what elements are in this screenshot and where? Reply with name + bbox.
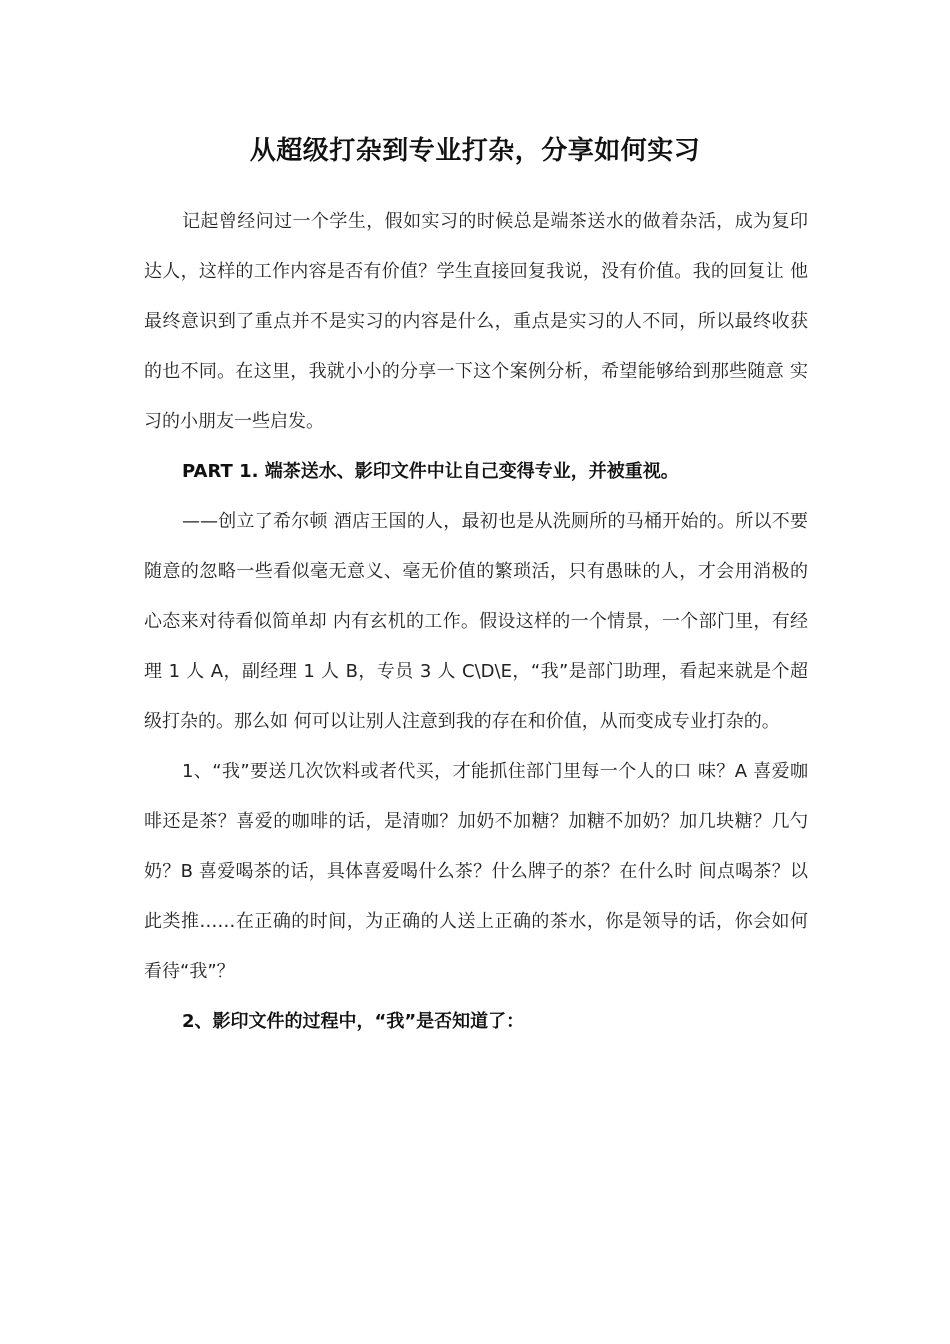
document-title: 从超级打杂到专业打杂，分享如何实习 xyxy=(249,136,701,166)
intro-paragraph: 记起曾经问过一个学生，假如实习的时候总是端茶送水的做着杂活，成为复印达人，这样的工作内容是否有价值？学生直接回复我说，没有价值。我的回复让 他最终意识到了重点并不是实习的内容是什么，重点是实习的人不同，所以最终收获的也不同。在这里，我就小小的分享一下这个案例分析，希望能够给到那些随意 实习的小朋友一些启发。 xyxy=(144,211,808,432)
document-body xyxy=(144,197,808,1047)
hilton-paragraph: ——创立了希尔顿 酒店王国的人，最初也是从洗厕所的马桶开始的。所以不要随意的忽略一些看似毫无意义、毫无价值的繁琐活，只有愚昧的人，才会用消极的心态来对待看似简单却 内有玄机的工作。假设这样的一个情景，一个部门里，有经理 1 人 A，副经理 1 人 B，专员 3 人 C\D\E，“我”是部门助理，看起来就是个超级打杂的。那么如 何可以让别人注意到我的存在和价值，从而变成专业打杂的。 xyxy=(144,511,808,732)
section-heading-part-1: PART 1. 端茶送水、影印文件中让自己变得专业，并被重视。 xyxy=(182,461,679,482)
list-item-1: 1、“我”要送几次饮料或者代买，才能抓住部门里每一个人的口 味？A 喜爱咖啡还是茶？喜爱的咖啡的话，是清咖？加奶不加糖？加糖不加奶？加几块糖？几勺奶？B 喜爱喝茶的话，具体喜爱喝什么茶？什么牌子的茶？在什么时 间点喝茶？以此类推……在正确的时间，为正确的人送上正确的茶水，你是领导的话，你会如何看待“我”？ xyxy=(144,761,808,982)
list-item-2-heading: 2、影印文件的过程中，“我”是否知道了： xyxy=(182,1011,525,1032)
